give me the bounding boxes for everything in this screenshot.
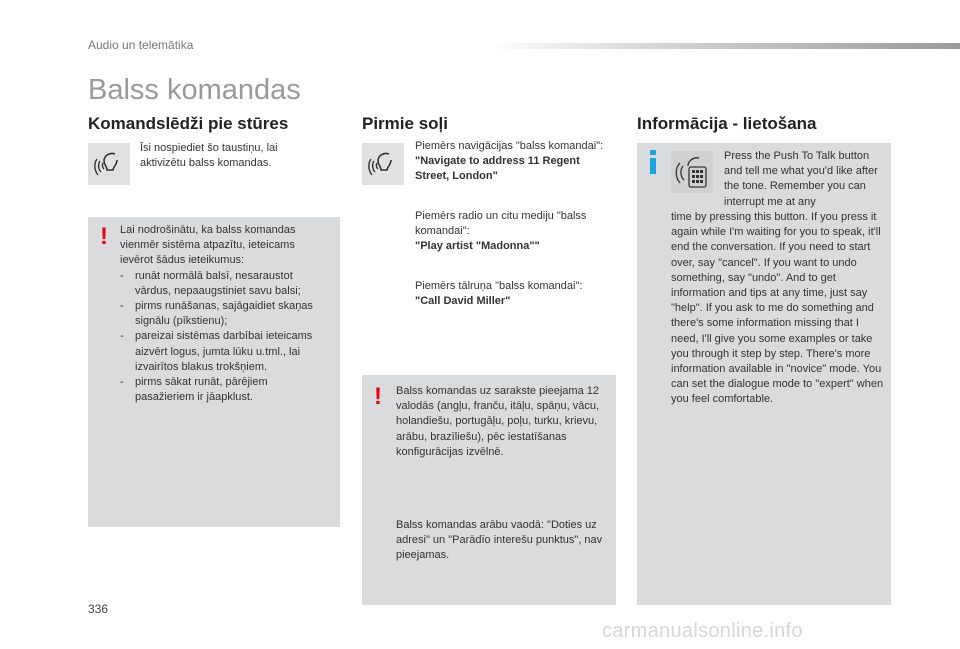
header-section-label: Audio un telemātika — [88, 38, 194, 52]
warning-panel — [88, 217, 340, 527]
watermark-text: carmanualsonline.info — [602, 620, 803, 642]
exclamation-icon: ! — [100, 223, 108, 250]
header-decorative-bar — [488, 43, 960, 49]
example-phone: Piemērs tālruņa "balss komandai": "Call David Miller" — [415, 280, 583, 308]
info-panel — [637, 143, 891, 605]
list-item: - runāt normālā balsī, nesaraustot vārdus, nepaaugstiniet savu balsi; — [120, 269, 301, 297]
example-media: Piemērs radio un citu mediju "balss komandai": "Play artist "Madonna"" — [415, 210, 587, 253]
voice-command-icon — [362, 143, 404, 185]
list-item: - pirms runāšanas, sajāgaidiet skaņas signālu (pīkstienu); — [120, 300, 313, 328]
arabic-note-text: Balss komandas arābu vaodā: "Doties uz adresi" un "Parādīo interešu punktus", nav pieejamas. — [396, 519, 603, 562]
list-item: - pirms sākat runāt, pārējiem pasažieriem ir jāapklust. — [120, 376, 268, 404]
phone-voice-icon — [671, 151, 713, 193]
page-number: 336 — [88, 602, 109, 616]
language-note-panel — [362, 375, 616, 605]
section-title-usage-info: Informācija - lietošana — [637, 114, 817, 133]
voice-command-icon — [88, 143, 130, 185]
exclamation-icon: ! — [374, 383, 382, 410]
section-title-steering-controls: Komandslēdži pie stūres — [88, 114, 289, 133]
language-note-text: Balss komandas uz sarakste pieejama 12 valodās (angļu, franču, itāļu, spāņu, vācu, holandiešu, portugāļu, poļu, turku, krievu, arābu, brazīliešu), pēc iestatīšanas konfigurācijas izvēlnē. — [396, 385, 600, 458]
example-navigation: Piemērs navigācijas "balss komandai": "Navigate to address 11 Regent Street, London" — [415, 140, 604, 183]
info-icon — [648, 150, 658, 179]
section-title-first-steps: Pirmie soļi — [362, 114, 448, 133]
info-text-body: time by pressing this button. If you press it again while I'm waiting for you to speak, it'll end the conversation. If you need to start over, say "cancel". If you want to undo something, say "undo". And to get information and tips at any time, just say "help". If you ask to me do something and there's some information missing that I need, I'll give you some examples or take you through it step by step. There's more information available in "novice" mode. You can set the dialogue mode to "expert" when you feel comfortable. — [671, 211, 884, 406]
steering-intro-text: Īsi nospiediet šo taustiņu, lai aktivizētu balss komandas. — [140, 142, 278, 170]
info-text-top: Press the Push To Talk button and tell me what you'd like after the tone. Remember you can interrupt me at any — [724, 150, 878, 208]
warning-intro: Lai nodrošinātu, ka balss komandas vienmēr sistēma atpazītu, ieteicams ievērot šādus ieteikumus: — [120, 224, 296, 267]
page-title: Balss komandas — [88, 74, 301, 106]
list-item: - pareizai sistēmas darbībai ieteicams aizvērt logus, jumta lūku u.tml., lai izvairītos blakus trokšņiem. — [120, 330, 313, 373]
